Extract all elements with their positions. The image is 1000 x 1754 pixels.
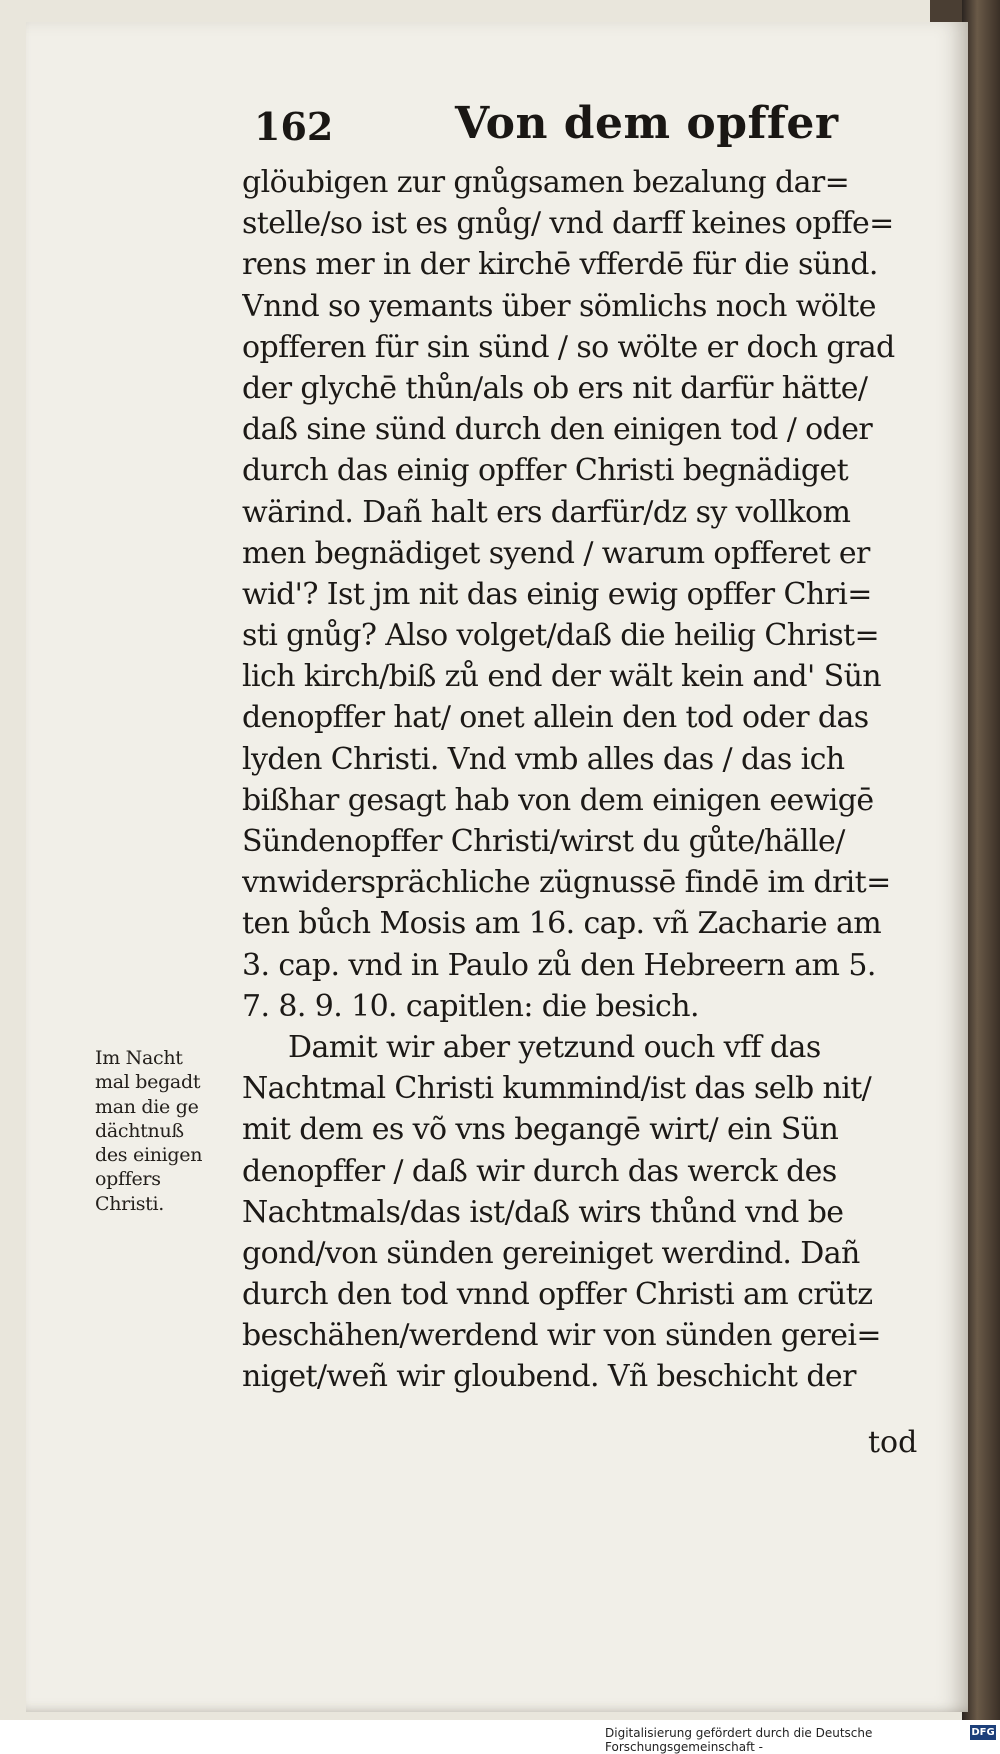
text-line: beschähen/werdend wir von sünden gerei= (242, 1318, 881, 1354)
text-line: 7. 8. 9. 10. capitlen: die besich. (242, 988, 699, 1024)
text-line: sti gnůg? Also volget/daß die heilig Christ= (242, 618, 879, 654)
marginal-note-line: man die ge (95, 1095, 199, 1118)
text-line: durch das einig opffer Christi begnädiget (242, 453, 849, 489)
text-line: lich kirch/biß zů end der wält kein and' Sün (242, 659, 882, 695)
running-head: Von dem opffer (455, 98, 839, 149)
text-line: Vnnd so yemants über sömlichs noch wölte (242, 288, 876, 324)
marginal-note (95, 1046, 235, 1216)
dfg-logo: DFG (971, 1727, 995, 1738)
text-line: bißhar gesagt hab von dem einigen eewigē (242, 782, 874, 818)
text-line: stelle/so ist es gnůg/ vnd darff keines opffe= (242, 206, 894, 242)
marginal-note-line: dächtnuß (95, 1119, 184, 1142)
text-line: denopffer hat/ onet allein den tod oder das (242, 700, 869, 736)
text-line: niget/weñ wir gloubend. Vñ beschicht der (242, 1359, 856, 1395)
marginal-note-line: Christi. (95, 1192, 165, 1215)
text-line: glöubigen zur gnůgsamen bezalung dar= (242, 165, 850, 200)
marginal-note-line: Im Nacht (95, 1047, 183, 1069)
text-line: vnwidersprächliche zügnussē findē im drit= (242, 865, 891, 901)
text-line: wid'? Ist jm nit das einig ewig opffer Chri= (242, 576, 872, 612)
text-line: mit dem es võ vns begangē wirt/ ein Sün (242, 1112, 839, 1148)
text-line: Damit wir aber yetzund ouch vff das (288, 1029, 821, 1065)
body-text (242, 162, 942, 1398)
text-line: wärind. Dañ halt ers darfür/dz sy vollkom (242, 494, 851, 530)
marginal-note-line: mal begadt (95, 1071, 201, 1094)
text-line: denopffer / daß wir durch das werck des (242, 1153, 837, 1189)
text-line: 3. cap. vnd in Paulo zů den Hebreern am 5. (242, 947, 876, 983)
text-line: Nachtmal Christi kummind/ist das selb nit/ (242, 1071, 872, 1107)
text-line: gond/von sünden gereiniget werdind. Dañ (242, 1235, 860, 1271)
text-line: ten bůch Mosis am 16. cap. vñ Zacharie am (242, 906, 882, 942)
text-line: men begnädiget syend / warum opfferet er (242, 535, 870, 571)
marginal-note-line: opffers (95, 1168, 161, 1191)
page-number: 162 (254, 104, 334, 149)
text-line: lyden Christi. Vnd vmb alles das / das ich (242, 741, 845, 777)
text-line: Nachtmals/das ist/daß wirs thůnd vnd be (242, 1194, 844, 1230)
text-line: daß sine sünd durch den einigen tod / oder (242, 412, 873, 448)
text-line: opfferen für sin sünd / so wölte er doch grad (242, 329, 895, 365)
text-line: durch den tod vnnd opffer Christi am crütz (242, 1277, 873, 1313)
text-line: der glychē thůn/als ob ers nit darfür hätte/ (242, 370, 868, 406)
catchword: tod (868, 1425, 918, 1460)
text-line: Sündenopffer Christi/wirst du gůte/hälle/ (242, 824, 845, 859)
text-line: rens mer in der kirchē vfferdē für die sünd. (242, 247, 878, 283)
marginal-note-line: des einigen (95, 1144, 203, 1167)
digitization-credit: Digitalisierung gefördert durch die Deutsche Forschungsgemeinschaft - (605, 1726, 873, 1754)
